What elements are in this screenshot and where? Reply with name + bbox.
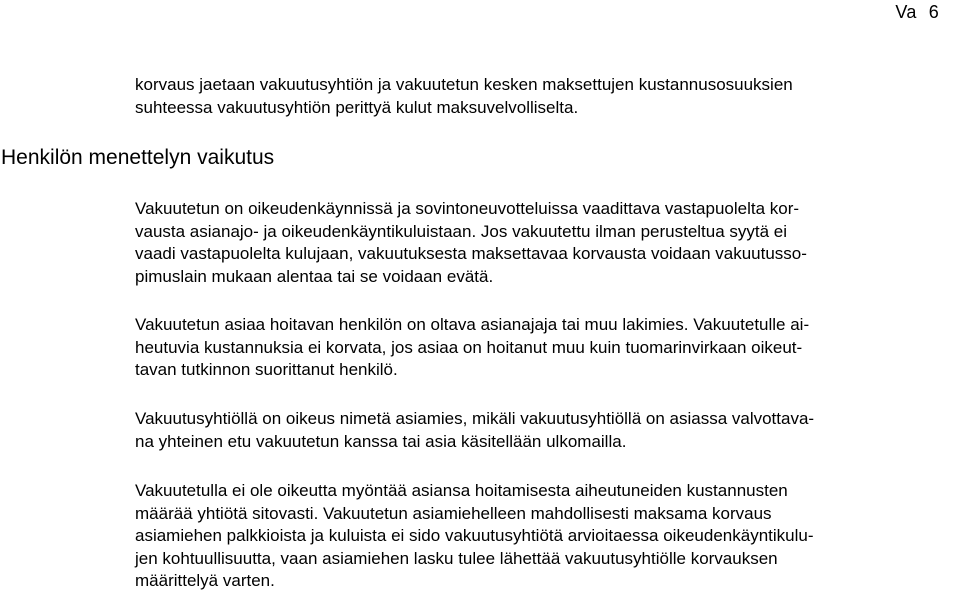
text-line: Vakuutetun asiaa hoitavan henkilön on oltava asianajaja tai muu lakimies. Vakuutetulle ai- xyxy=(135,315,810,334)
text-line: määrää yhtiötä sitovasti. Vakuutetun asiamiehelleen mahdollisesti maksama korvaus xyxy=(135,503,772,523)
text-line: korvaus jaetaan vakuutusyhtiön ja vakuutetun kesken maksettujen kustannusosuuksien xyxy=(135,75,793,94)
text-line: Vakuutetun on oikeudenkäynnissä ja sovintoneuvotteluissa vaadittava vastapuolelta kor- xyxy=(135,199,800,218)
text-line: pimuslain mukaan alentaa tai se voidaan evätä. xyxy=(135,266,494,286)
page-header xyxy=(895,1,939,23)
paragraph-binding-costs xyxy=(135,480,814,593)
text-line: jen kohtuullisuutta, vaan asiamiehen lasku tulee lähettää vakuutusyhtiölle korvauksen xyxy=(135,548,778,568)
paragraph-claim-costs xyxy=(135,198,807,288)
text-line: na yhteinen etu vakuutetun kanssa tai asia käsitellään ulkomailla. xyxy=(135,431,627,451)
paragraph-insurer-attorney xyxy=(135,408,814,453)
text-line: tavan tutkinnon suorittanut henkilö. xyxy=(135,360,398,379)
paragraph-attorney-requirement xyxy=(135,314,809,382)
text-line: heutuvia kustannuksia ei korvata, jos asiaa on hoitanut muu kuin tuomarinvirkaan oikeut- xyxy=(135,337,803,357)
section-heading: Henkilön menettelyn vaikutus xyxy=(1,146,275,169)
text-line: Vakuutetulla ei ole oikeutta myöntää asiansa hoitamisesta aiheutuneiden kustannusten xyxy=(135,481,788,500)
text-line: asiamiehen palkkioista ja kuluista ei sido vakuutusyhtiötä arvioitaessa oikeudenkäyntikulu- xyxy=(135,526,814,545)
text-line: Vakuutusyhtiöllä on oikeus nimetä asiamies, mikäli vakuutusyhtiöllä on asiassa valvottava- xyxy=(135,409,815,428)
text-line: määrittelyä varten. xyxy=(135,571,275,590)
header-section-label: Va xyxy=(895,2,917,22)
text-line: vausta asianajo- ja oikeudenkäyntikuluistaan. Jos vakuutettu ilman perusteltua syytä ei xyxy=(135,221,788,241)
text-line: suhteessa vakuutusyhtiön perittyä kulut maksuvelvolliselta. xyxy=(135,97,579,117)
page-number: 6 xyxy=(928,2,939,22)
text-line: vaadi vastapuolelta kulujaan, vakuutuksesta maksettavaa korvausta voidaan vakuutusso- xyxy=(135,244,807,263)
intro-paragraph xyxy=(135,74,793,119)
